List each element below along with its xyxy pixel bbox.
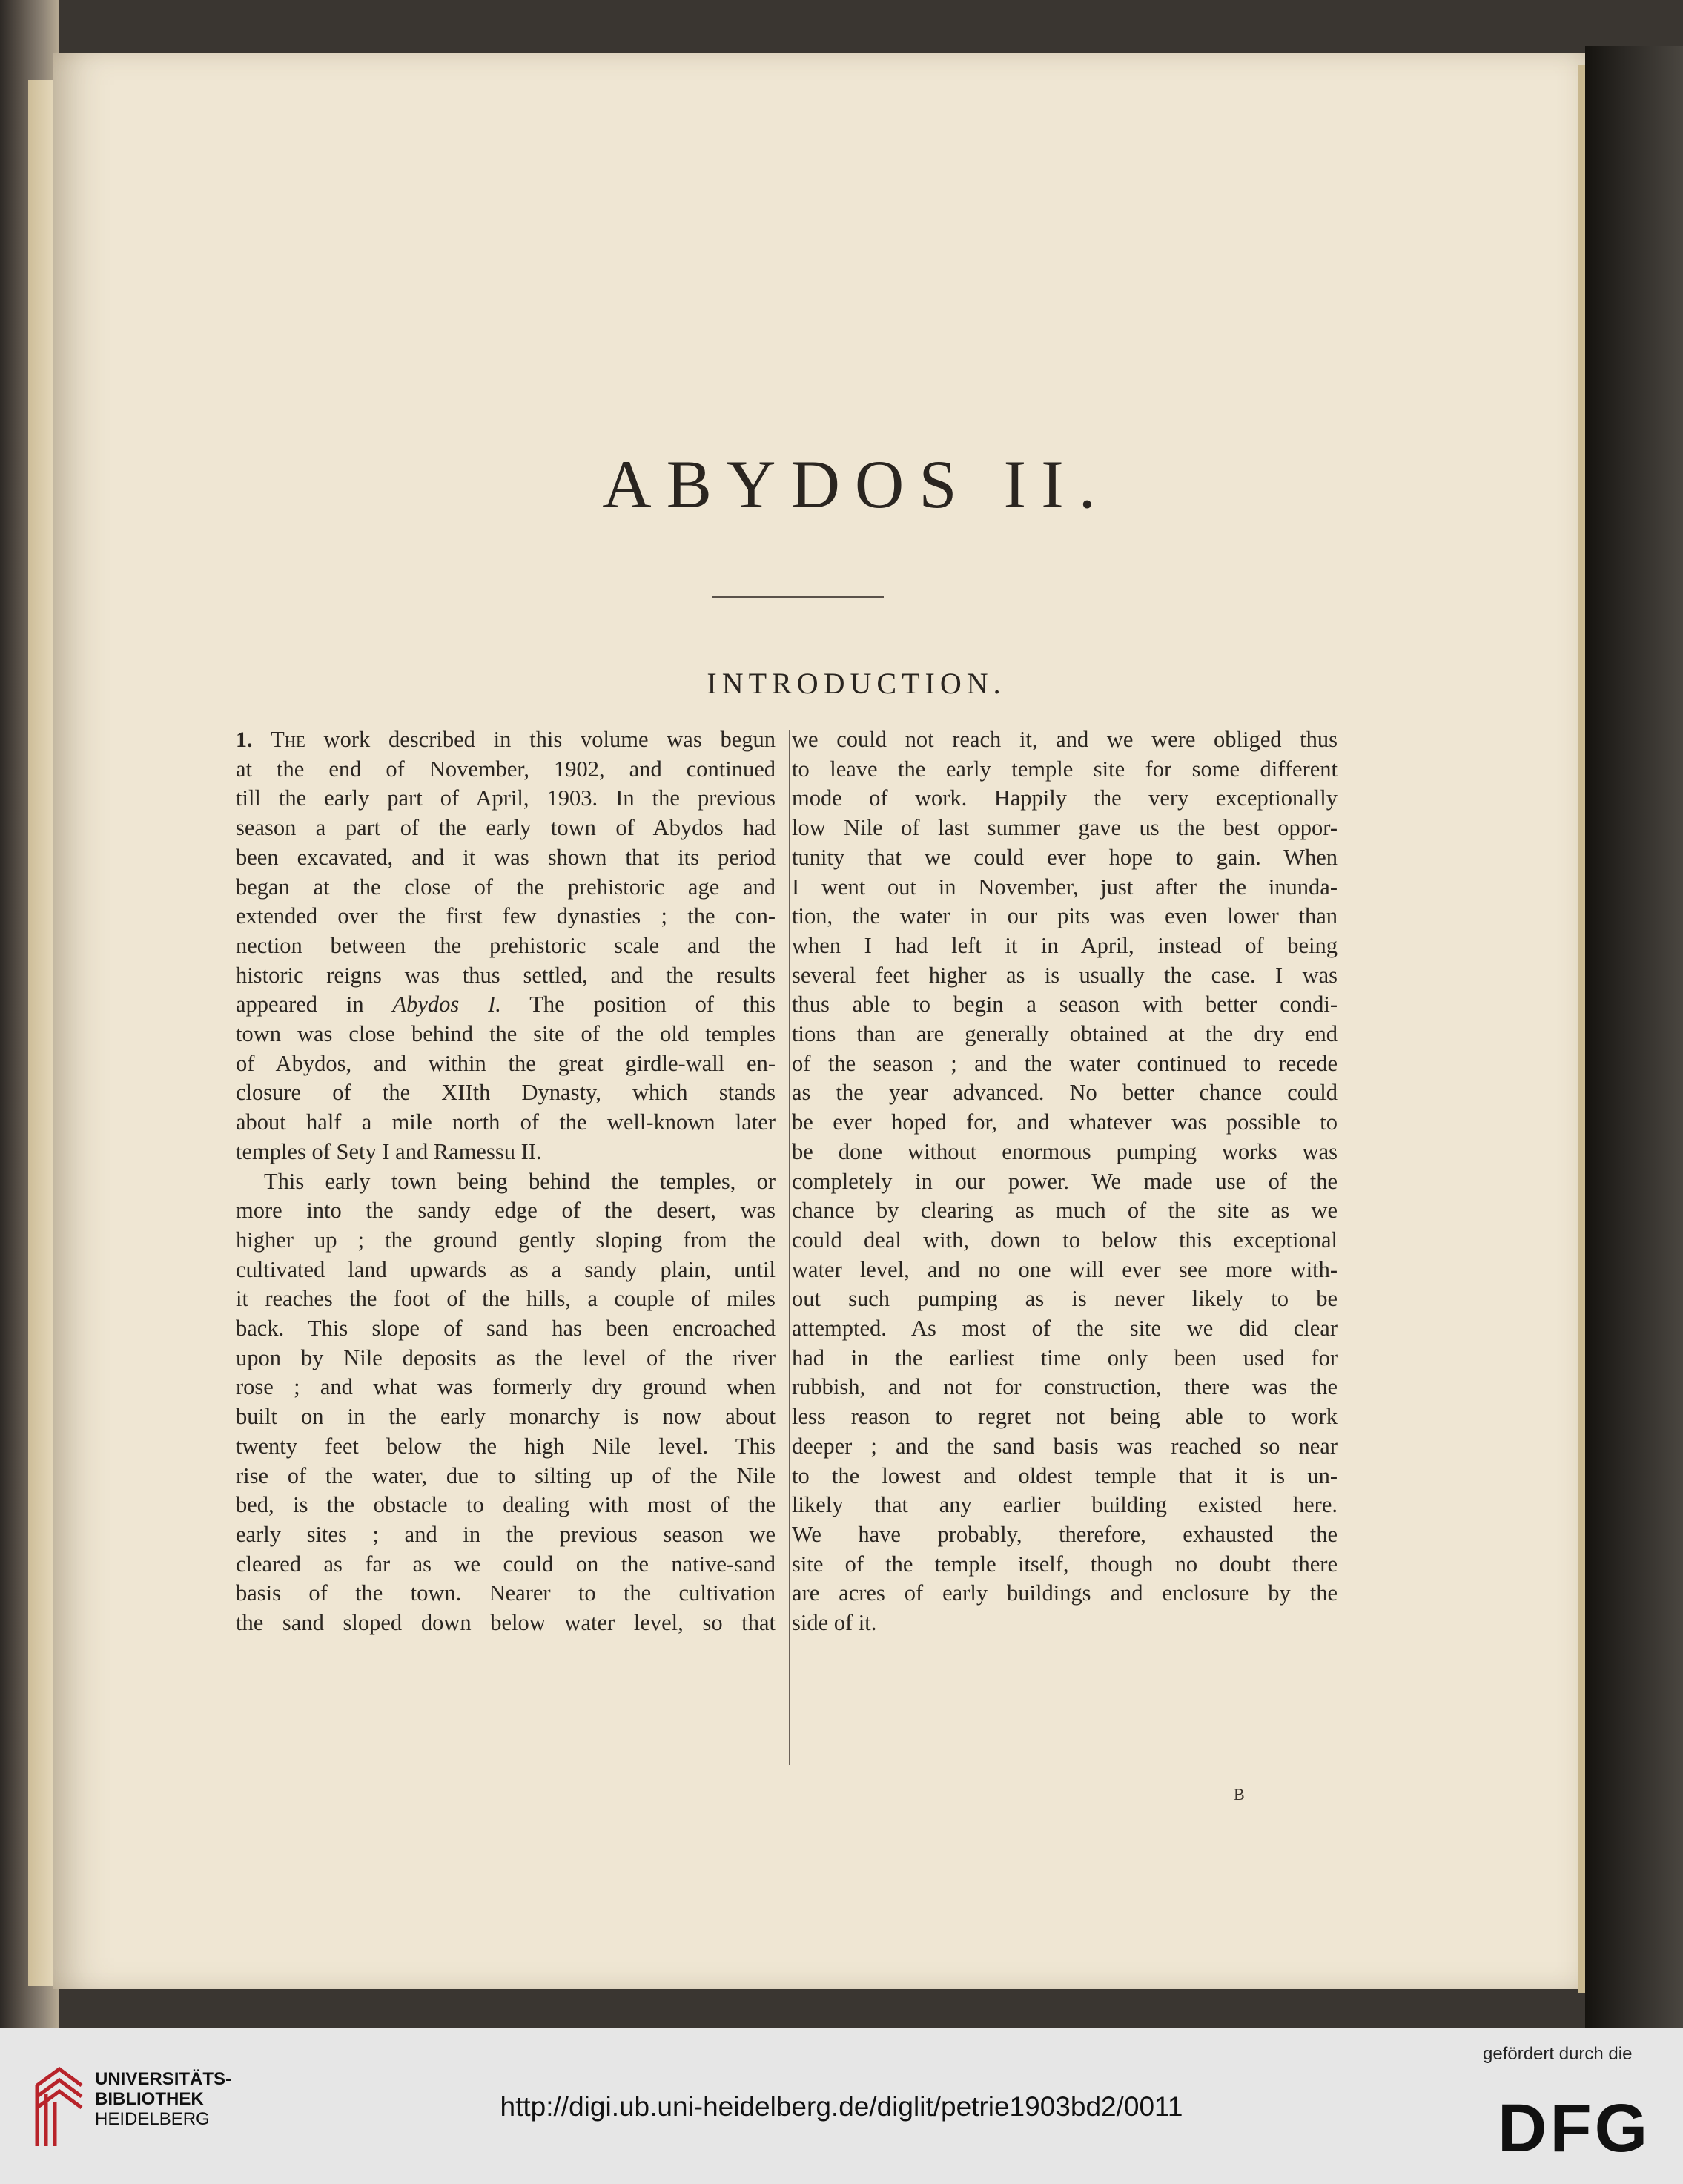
text-fragment: the sand sloped down below water level, so that [236,1610,776,1636]
text-line [236,1196,776,1226]
text-line [236,755,776,785]
dfg-logo: DFG [1498,2091,1651,2166]
column-divider [789,730,790,1765]
text-line [236,1609,776,1638]
text-line [792,1049,1338,1079]
text-line [236,1256,776,1285]
text-fragment: season a part of the early town of Abydos had [236,815,776,841]
text-fragment: when I had left it in April, instead of being [792,932,1338,958]
text-fragment: higher up ; the ground gently sloping from the [236,1227,776,1253]
text-fragment: deeper ; and the sand basis was reached so near [792,1433,1338,1459]
text-fragment: We have probably, therefore, exhausted the [792,1521,1338,1547]
text-fragment: rose ; and what was formerly dry ground when [236,1374,776,1400]
text-line [792,1609,1338,1638]
text-fragment: be ever hoped for, and whatever was possible to [792,1109,1338,1135]
paragraph-number: 1. [236,728,271,752]
text-line [792,1344,1338,1373]
text-fragment: upon by Nile deposits as the level of the river [236,1345,776,1370]
text-line [792,1226,1338,1256]
text-fragment: basis of the town. Nearer to the cultivation [236,1580,776,1606]
text-line [792,814,1338,843]
text-fragment: likely that any earlier building existed here. [792,1492,1338,1518]
left-text-column [236,725,776,1638]
text-fragment: are acres of early buildings and enclosure by the [792,1580,1338,1606]
text-fragment: less reason to regret not being able to work [792,1404,1338,1430]
funded-by-label: gefördert durch die [1483,2044,1633,2064]
text-line [236,990,776,1020]
text-line [236,1432,776,1462]
text-fragment: town was close behind the site of the old temples [236,1021,776,1047]
text-fragment: This early town being behind the temples, or [264,1168,776,1194]
text-line [792,1373,1338,1402]
text-fragment: of Abydos, and within the great girdle-wall en- [236,1050,776,1076]
text-line [236,902,776,931]
text-line [236,784,776,814]
text-line [792,873,1338,903]
text-fragment: closure of the XIIth Dynasty, which stands [236,1080,776,1106]
text-line [792,1138,1338,1167]
text-line [236,961,776,991]
text-line [792,1462,1338,1491]
text-line [236,1402,776,1432]
text-line [236,931,776,961]
text-line [236,843,776,873]
text-fragment: tion, the water in our pits was even lower than [792,903,1338,929]
text-line [792,902,1338,931]
text-line [236,1462,776,1491]
text-fragment: completely in our power. We made use of the [792,1168,1338,1194]
text-fragment: temples of Sety I and Ramessu II. [236,1138,542,1164]
text-line [792,784,1338,814]
text-line [792,725,1338,755]
text-line [792,1108,1338,1138]
text-fragment: site of the temple itself, though no doubt there [792,1551,1338,1577]
text-line [236,1550,776,1580]
text-fragment: The position of this [500,992,776,1017]
text-fragment: tunity that we could ever hope to gain. When [792,844,1338,870]
text-line [236,1020,776,1049]
text-line [792,1167,1338,1197]
text-fragment: to leave the early temple site for some different [792,756,1338,782]
text-line [792,1314,1338,1344]
text-line [236,1108,776,1138]
text-fragment: early sites ; and in the previous season we [236,1521,776,1547]
text-fragment: been excavated, and it was shown that its period [236,844,776,870]
text-fragment: bed, is the obstacle to dealing with most of the [236,1492,776,1518]
text-line [792,1020,1338,1049]
text-fragment: at the end of November, 1902, and continued [236,756,776,782]
text-fragment: as the year advanced. No better chance could [792,1080,1338,1106]
text-fragment: rise of the water, due to silting up of the Nile [236,1462,776,1488]
text-fragment: be done without enormous pumping works was [792,1138,1338,1164]
text-fragment: more into the sandy edge of the desert, was [236,1198,776,1224]
text-fragment: till the early part of April, 1903. In the previous [236,785,776,811]
text-fragment: side of it. [792,1610,877,1636]
text-fragment: we could not reach it, and we were obliged thus [792,727,1338,752]
small-caps-word: The [271,727,305,752]
text-fragment: low Nile of last summer gave us the best oppor- [792,815,1338,841]
text-line [792,1550,1338,1580]
text-fragment: nection between the prehistoric scale and the [236,932,776,958]
text-line [792,1284,1338,1314]
text-fragment: several feet higher as is usually the case. I was [792,962,1338,988]
text-line [236,1138,776,1167]
text-fragment: tions than are generally obtained at the dry end [792,1021,1338,1047]
text-fragment: mode of work. Happily the very exceptionally [792,785,1338,811]
text-line [792,843,1338,873]
text-line [792,990,1338,1020]
signature-mark: B [1234,1785,1245,1804]
text-line [792,931,1338,961]
text-line [236,814,776,843]
text-fragment: cultivated land upwards as a sandy plain, until [236,1256,776,1282]
text-fragment: I went out in November, just after the inunda- [792,874,1338,900]
document-title: ABYDOS II. [602,446,1111,522]
text-line [236,873,776,903]
text-fragment: of the season ; and the water continued to recede [792,1050,1338,1076]
text-line [236,1579,776,1609]
text-fragment: appeared in [236,992,393,1017]
text-line [792,1402,1338,1432]
title-rule [712,596,884,598]
text-line [792,1579,1338,1609]
text-fragment: work described in this volume was begun [305,727,776,752]
library-name: UNIVERSITÄTS- BIBLIOTHEK HEIDELBERG [95,2069,232,2129]
text-fragment: built on in the early monarchy is now about [236,1404,776,1430]
text-line [236,1078,776,1108]
text-line [792,1491,1338,1520]
text-line [236,1167,776,1197]
text-fragment: could deal with, down to below this exceptional [792,1227,1338,1253]
text-fragment: it reaches the foot of the hills, a couple of miles [236,1286,776,1312]
text-line [792,961,1338,991]
text-fragment: cleared as far as we could on the native-sand [236,1551,776,1577]
text-fragment: twenty feet below the high Nile level. This [236,1433,776,1459]
text-fragment: to the lowest and oldest temple that it is un- [792,1462,1338,1488]
book-cover-right [1585,46,1683,2033]
section-heading: INTRODUCTION. [707,667,1006,700]
text-line [792,1520,1338,1550]
text-line [236,1226,776,1256]
text-line [236,1049,776,1079]
text-line [792,1432,1338,1462]
text-line [236,1520,776,1550]
text-line [236,1373,776,1402]
text-line [792,1078,1338,1108]
text-fragment: had in the earliest time only been used for [792,1345,1338,1370]
text-line [792,1196,1338,1226]
text-line [236,1284,776,1314]
text-fragment: out such pumping as is never likely to be [792,1286,1338,1312]
text-fragment: water level, and no one will ever see more with- [792,1256,1338,1282]
text-line [236,725,776,755]
text-fragment: attempted. As most of the site we did clear [792,1316,1338,1342]
text-fragment: historic reigns was thus settled, and the results [236,962,776,988]
italic-title: Abydos I. [392,992,501,1017]
text-fragment: extended over the first few dynasties ; the con- [236,903,776,929]
text-line [236,1314,776,1344]
source-url-link[interactable]: http://digi.ub.uni-heidelberg.de/diglit/petrie1903bd2/0011 [500,2091,1183,2122]
text-fragment: back. This slope of sand has been encroached [236,1316,776,1342]
text-line [236,1491,776,1520]
text-line [792,755,1338,785]
text-fragment: began at the close of the prehistoric age and [236,874,776,900]
text-fragment: thus able to begin a season with better condi- [792,992,1338,1017]
text-fragment: rubbish, and not for construction, there was the [792,1374,1338,1400]
text-line [236,1344,776,1373]
right-text-column [792,725,1338,1638]
text-fragment: chance by clearing as much of the site as we [792,1198,1338,1224]
text-fragment: about half a mile north of the well-known later [236,1109,776,1135]
text-line [792,1256,1338,1285]
